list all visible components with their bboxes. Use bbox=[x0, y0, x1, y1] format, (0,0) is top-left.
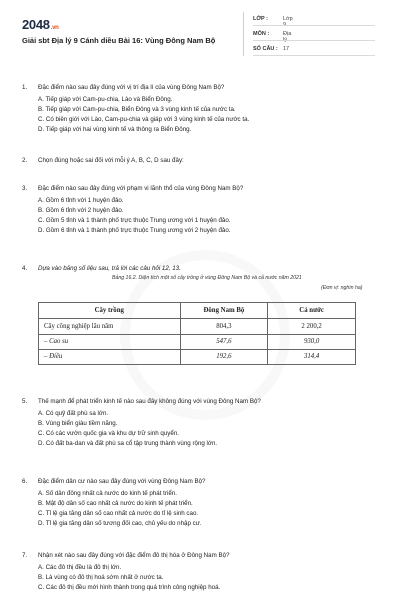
logo-text: 2048 bbox=[22, 17, 50, 32]
table-unit: (Đơn vị: nghìn ha) bbox=[321, 285, 363, 291]
meta-key: SỐ CÂU : bbox=[253, 46, 278, 52]
answer-option: A. Số dân đông nhất cả nước do kinh tế phát triển. bbox=[38, 490, 177, 497]
question-stem: Đặc điểm nào sau đây đúng với phạm vi lãnh thổ của vùng Đông Nam Bộ? bbox=[38, 185, 244, 192]
answer-option: D. Gồm 6 tỉnh và 1 thành phố trực thuộc Trung ương với 2 huyện đảo. bbox=[38, 227, 231, 234]
crop-area-table bbox=[38, 302, 356, 365]
table-cell: 804,3 bbox=[180, 319, 268, 335]
question-stem: Đặc điểm dân cư nào sau đây đúng với vùng Đông Nam Bộ? bbox=[38, 478, 206, 485]
table-header-cell: Cả nước bbox=[268, 303, 356, 319]
site-logo[interactable] bbox=[22, 17, 59, 32]
header-divider bbox=[243, 12, 244, 56]
answer-option: B. Tiếp giáp với Cam-pu-chia, Biển Đông và 3 vùng kinh tế của nước ta. bbox=[38, 106, 236, 113]
question-number: 6. bbox=[22, 478, 28, 485]
table-row bbox=[39, 350, 356, 365]
question-number: 7. bbox=[22, 552, 28, 559]
answer-option: A. Tiếp giáp với Cam-pu-chia, Lào và Biển Đông. bbox=[38, 96, 173, 103]
table-cell: 2 200,2 bbox=[268, 319, 356, 335]
table-cell: 314,4 bbox=[268, 350, 356, 365]
table-caption: Bảng 16.2. Diện tích một số cây trồng ở vùng Đông Nam Bộ và cả nước năm 2021 bbox=[112, 275, 302, 281]
table-cell: – Điều bbox=[39, 350, 181, 365]
meta-value: 17 bbox=[283, 46, 290, 52]
answer-option: C. Tỉ lệ gia tăng dân số cao nhất cả nước do tỉ lệ sinh cao. bbox=[38, 510, 199, 517]
question-stem: Chọn đúng hoặc sai đối với mỗi ý A, B, C, D sau đây: bbox=[38, 157, 184, 164]
meta-divider bbox=[253, 25, 375, 26]
meta-divider bbox=[253, 40, 375, 41]
meta-divider bbox=[253, 55, 375, 56]
answer-option: B. Mật độ dân số cao nhất cả nước do kinh tế phát triển. bbox=[38, 500, 193, 507]
answer-option: B. Là vùng có đô thị hoá sớm nhất ở nước ta. bbox=[38, 574, 164, 581]
table-cell: Cây công nghiệp lâu năm bbox=[39, 319, 181, 335]
answer-option: B. Gồm 6 tỉnh với 2 huyện đảo. bbox=[38, 207, 124, 214]
page-header bbox=[0, 0, 400, 64]
answer-option: C. Gồm 5 tỉnh và 1 thành phố trực thuộc Trung ương với 1 huyện đảo. bbox=[38, 217, 231, 224]
answer-option: D. Có đất ba-dan và đất phù sa cổ tập trung thành vùng rộng lớn. bbox=[38, 440, 218, 447]
table-row bbox=[39, 335, 356, 350]
answer-option: C. Các đô thị đều mới hình thành trong quá trình công nghiệp hoá. bbox=[38, 584, 221, 591]
page-title: Giải sbt Địa lý 9 Cánh diều Bài 16: Vùng Đông Nam Bộ bbox=[22, 36, 216, 45]
table-cell: 930,0 bbox=[268, 335, 356, 350]
answer-option: B. Vùng biển giàu tiềm năng. bbox=[38, 420, 118, 427]
table-header-cell: Đông Nam Bộ bbox=[180, 303, 268, 319]
logo-suffix: .vn bbox=[50, 25, 59, 31]
question-stem: Đặc điểm nào sau đây đúng với vị trí địa lí của vùng Đông Nam Bộ? bbox=[38, 84, 225, 91]
question-number: 3. bbox=[22, 185, 28, 192]
answer-option: A. Các đô thị đều là đô thị lớn. bbox=[38, 564, 122, 571]
table-header-row bbox=[39, 303, 356, 319]
table-cell: – Cao su bbox=[39, 335, 181, 350]
answer-option: C. Có biên giới với Lào, Cam-pu-chia và giáp với 3 vùng kinh tế của nước ta. bbox=[38, 116, 250, 123]
meta-key: LỚP : bbox=[253, 16, 268, 22]
question-number: 5. bbox=[22, 398, 28, 405]
table-header-cell: Cây trồng bbox=[39, 303, 181, 319]
question-stem: Dựa vào bảng số liệu sau, trả lời các câu hỏi 12, 13. bbox=[38, 265, 181, 272]
question-number: 4. bbox=[22, 265, 28, 272]
table-cell: 547,6 bbox=[180, 335, 268, 350]
answer-option: A. Gồm 6 tỉnh với 1 huyện đảo. bbox=[38, 197, 124, 204]
meta-value: Địa bbox=[283, 31, 292, 37]
question-number: 1. bbox=[22, 84, 28, 91]
question-number: 2. bbox=[22, 157, 28, 164]
table-cell: 192,6 bbox=[180, 350, 268, 365]
meta-key: MÔN : bbox=[253, 31, 270, 37]
answer-option: D. Tỉ lệ gia tăng dân số tương đối cao, chủ yếu do nhập cư. bbox=[38, 520, 202, 527]
answer-option: A. Có quỹ đất phù sa lớn. bbox=[38, 410, 109, 417]
meta-value: Lớp bbox=[283, 16, 293, 22]
answer-option: D. Tiếp giáp với hai vùng kinh tế và thông ra Biển Đông. bbox=[38, 126, 192, 133]
answer-option: C. Có các vườn quốc gia và khu dự trữ sinh quyển. bbox=[38, 430, 179, 437]
question-stem: Nhận xét nào sau đây đúng với đặc điểm đô thị hóa ở Đông Nam Bộ? bbox=[38, 552, 230, 559]
question-stem: Thế mạnh để phát triển kinh tế nào sau đây không đúng với vùng Đông Nam Bộ? bbox=[38, 398, 261, 405]
table-row bbox=[39, 319, 356, 335]
